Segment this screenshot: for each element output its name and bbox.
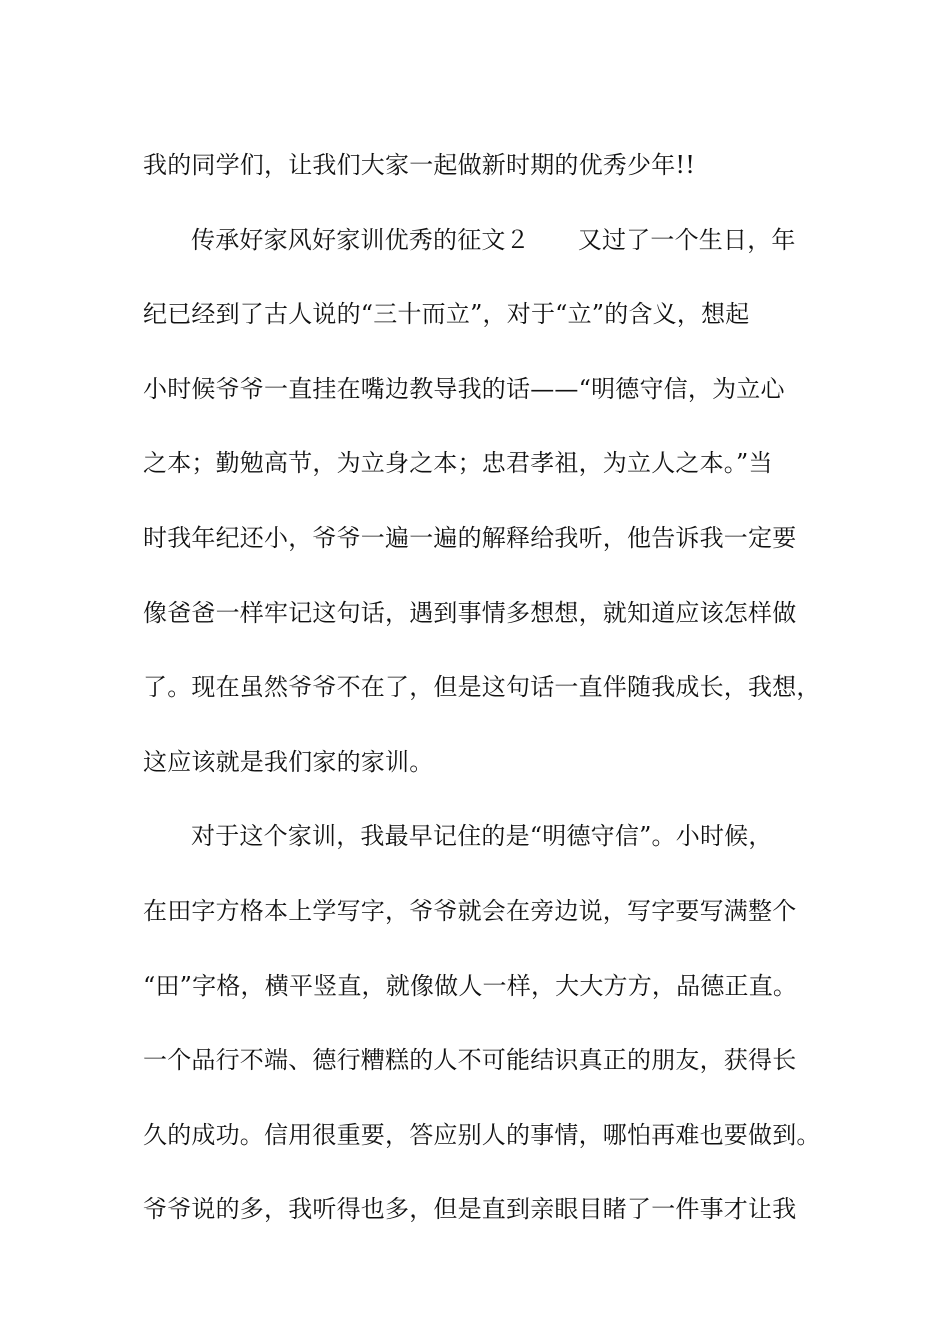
paragraph-line: 纪已经到了古人说的“三十而立”，对于“立”的含义，想起 <box>143 300 750 329</box>
paragraph-line: 之本；勤勉高节，为立身之本；忠君孝祖，为立人之本。”当 <box>143 449 773 478</box>
paragraph-line: 我的同学们，让我们大家一起做新时期的优秀少年!! <box>143 151 696 179</box>
paragraph-line: 时我年纪还小，爷爷一遍一遍的解释给我听，他告诉我一定要 <box>143 523 797 552</box>
paragraph-line: 爷爷说的多，我听得也多，但是直到亲眼目睹了一件事才让我 <box>143 1195 797 1224</box>
paragraph-line: 了。现在虽然爷爷不在了，但是这句话一直伴随我成长，我想， <box>143 673 821 702</box>
body-text <box>143 128 843 1247</box>
section-heading-line <box>143 203 843 278</box>
paragraph-line: 像爸爸一样牢记这句话，遇到事情多想想，就知道应该怎样做 <box>143 598 797 627</box>
paragraph-line: 对于这个家训，我最早记住的是“明德守信”。小时候， <box>191 822 773 851</box>
paragraph-line: 在田字方格本上学写字，爷爷就会在旁边说，写字要写满整个 <box>143 896 797 925</box>
section-heading: 传承好家风好家训优秀的征文２ <box>191 225 530 254</box>
paragraph-line: “田”字格，横平竖直，就像做人一样，大大方方，品德正直。 <box>143 971 798 1000</box>
paragraph-line: 这应该就是我们家的家训。 <box>143 747 434 776</box>
paragraph-start: 又过了一个生日，年 <box>577 225 796 254</box>
paragraph-line: 久的成功。信用很重要，答应别人的事情，哪怕再难也要做到。 <box>143 1120 821 1149</box>
paragraph-line: 一个品行不端、德行糟糕的人不可能结识真正的朋友，获得长 <box>143 1046 797 1075</box>
paragraph-line: 小时候爷爷一直挂在嘴边教导我的话——“明德守信，为立心 <box>143 374 785 403</box>
